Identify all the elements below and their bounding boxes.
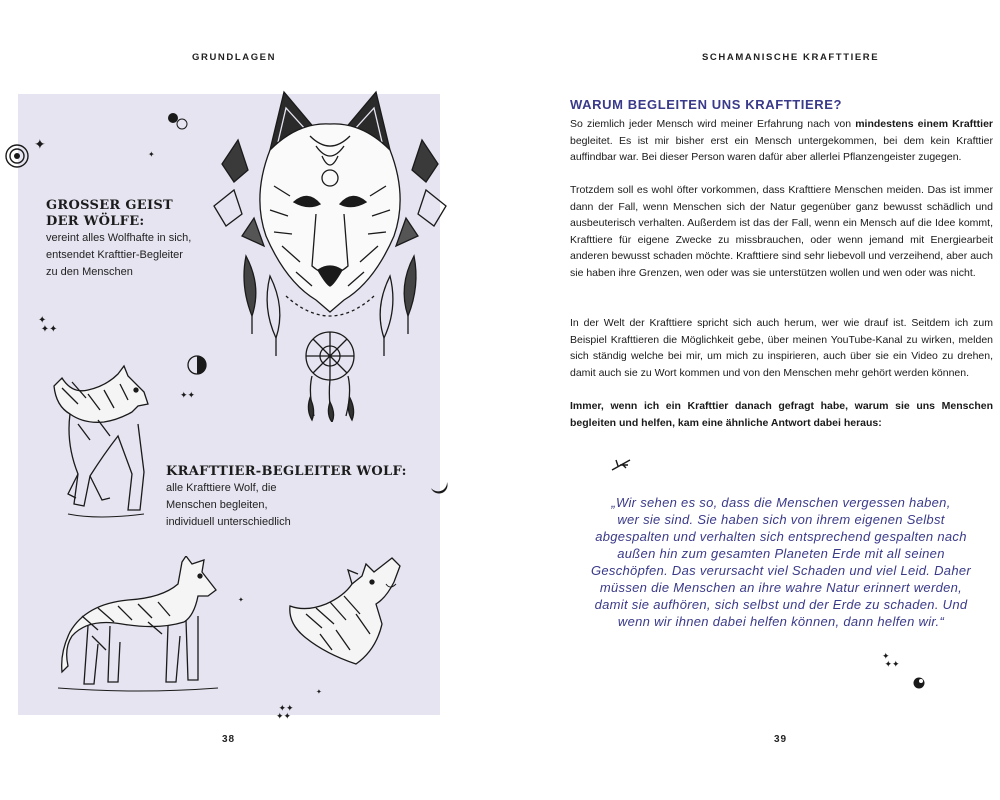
standing-wolf-illustration <box>58 556 228 696</box>
quote-line: „Wir sehen es so, dass die Menschen vergessen haben, <box>611 495 951 510</box>
caption-text-line: individuell unterschiedlich <box>166 516 291 528</box>
sparkle-icon: ✦✦ ✦✦ <box>276 703 294 721</box>
caption-title: KRAFTTIER-BEGLEITER WOLF: <box>166 464 407 479</box>
caption-text-line: Menschen begleiten, <box>166 499 268 511</box>
caption-text-line: entsendet Krafttier-Begleiter <box>46 249 183 261</box>
left-page-number: 38 <box>222 734 236 745</box>
feather-ornament-icon <box>610 456 632 472</box>
sparkle-icon: ✦ ✦✦ <box>38 315 58 335</box>
caption-title-line2: DER WÖLFE: <box>46 214 145 229</box>
left-running-head: GRUNDLAGEN <box>192 52 277 63</box>
quote-line: abgespalten und verhalten sich entsprechend gespalten nach <box>595 529 967 544</box>
moon-icon <box>912 676 926 690</box>
star-icon: ✦ <box>316 689 322 696</box>
star-icon: ✦ <box>238 597 244 604</box>
running-wolf-illustration <box>48 364 158 524</box>
quote-block <box>570 494 992 630</box>
section-heading: WARUM BEGLEITEN UNS KRAFTTIERE? <box>570 97 843 112</box>
crescent-icon <box>428 474 450 496</box>
caption-text-line: zu den Menschen <box>46 266 133 278</box>
caption-great-wolf-spirit <box>46 198 206 281</box>
star-icon: ✦ <box>148 150 155 159</box>
emphasis: mindestens einem Krafttier <box>855 118 993 130</box>
moon-icon <box>164 110 190 132</box>
right-page-number: 39 <box>774 734 788 745</box>
quote-line: Geschöpfen. Das verursacht viel Schaden und viel Leid. Daher <box>590 563 972 578</box>
caption-title-line1: GROSSER GEIST <box>46 198 174 213</box>
sparkle-icon: ✦ ✦✦ <box>882 651 900 669</box>
quote-line: außen hin zum gesamten Planeten Erde mit all seinen <box>617 546 945 561</box>
paragraph-2: Trotzdem soll es wohl öfter vorkommen, dass Krafttiere Menschen meiden. Das ist immer dann der Fall, wenn Menschen sich der Natur gegenüber ganz bewusst schädlich und ausbeuterisch verhalten. Außerdem ist das der Fall, wenn ein Mensch auf die Idee kommt, Krafttiere für eigene Zwecke zu missbrauchen, oder wenn jemand mit Energiearbeit anderen bewusst schaden möchte. Krafttiere sind sehr liebevoll und verzeihend, aber auch sie haben ihre Grenzen, wen oder was sie unterstützen wollen und wen oder was nicht. <box>570 184 993 279</box>
howling-wolf-illustration <box>286 554 406 670</box>
right-running-head: SCHAMANISCHE KRAFTTIERE <box>702 52 880 63</box>
caption-text-line: alle Krafttiere Wolf, die <box>166 482 277 494</box>
great-wolf-spirit-illustration <box>212 86 448 422</box>
quote-line: wer sie sind. Sie haben sich von ihrem eigenen Selbst <box>617 512 945 527</box>
sparkle-icon: ✦✦ <box>180 390 196 400</box>
paragraph-3: In der Welt der Krafttiere spricht sich auch herum, wer wie drauf ist. Seitdem ich zum Beispiel Krafttieren die Möglichkeit gebe, über meinen YouTube-Kanal zu wirken, melden sich ständig welche bei mir, um mich zu inspirieren, auch über sie ein Video zu drehen, damit auch sie zu Wort kommen und von den Menschen mehr gehört werden können. <box>570 317 993 379</box>
quote-line: müssen die Menschen an ihre wahre Natur erinnert werden, <box>599 580 963 595</box>
paragraph-1: So ziemlich jeder Mensch wird meiner Erfahrung nach von mindestens einem Krafttier begleitet. Es ist mir bisher erst ein Mensch untergekommen, bei dem kein Krafttier auffindbar war. Bei dieser Person waren dafür aber allerlei Pflanzengeister zugegen. <box>570 118 993 163</box>
star-icon: ✦ <box>34 136 46 152</box>
paragraph-4: Immer, wenn ich ein Krafttier danach gefragt habe, warum sie uns Menschen begleiten und helfen, kam eine ähnliche Antwort dabei heraus: <box>570 400 993 429</box>
half-moon-icon <box>186 354 208 376</box>
spiral-moon-icon <box>4 143 30 169</box>
caption-text-line: vereint alles Wolfhafte in sich, <box>46 232 192 244</box>
caption-companion-wolf <box>166 464 426 531</box>
quote-line: wenn wir ihnen dabei helfen können, dann helfen wir.“ <box>617 614 945 629</box>
quote-line: damit sie aufhören, sich selbst und der Erde zu schaden. Und <box>594 597 968 612</box>
